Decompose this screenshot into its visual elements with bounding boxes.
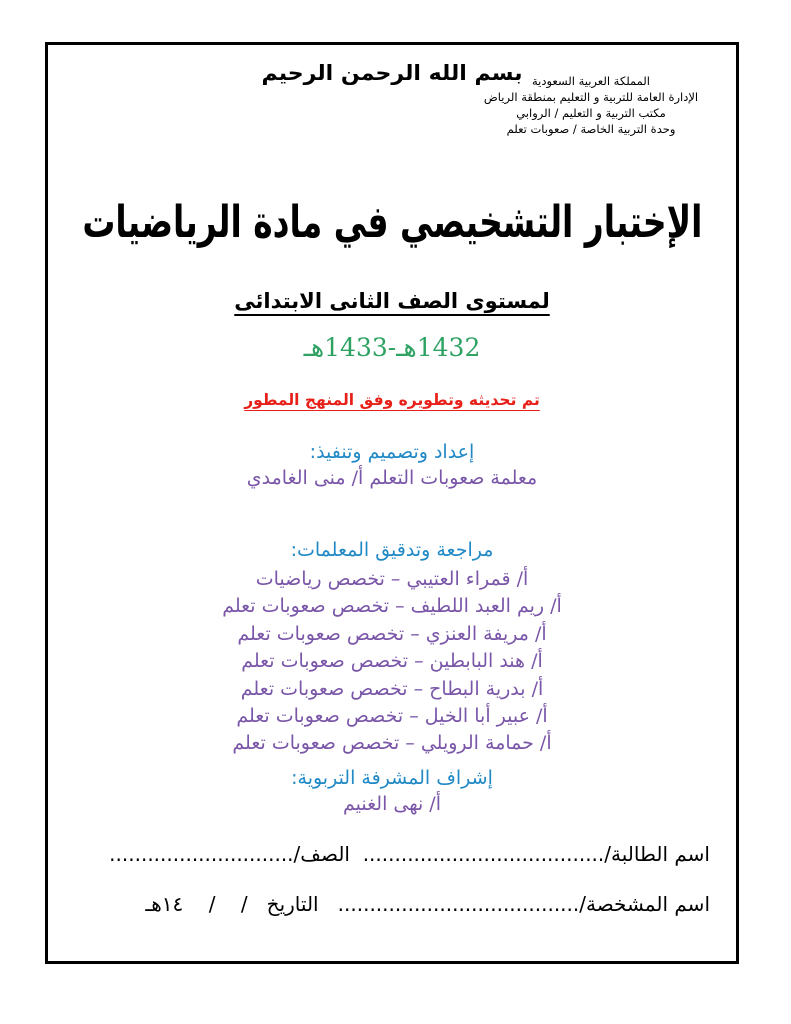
reviewer-name: أ/ حمامة الرويلي – تخصص صعوبات تعلم bbox=[232, 732, 552, 755]
ministry-line-country: المملكة العربية السعودية bbox=[532, 74, 650, 88]
supervision-heading: إشراف المشرفة التربوية: bbox=[291, 767, 493, 789]
curriculum-update-note: تم تحديثه وتطويره وفق المنهج المطور bbox=[244, 391, 540, 409]
reviewers-heading: مراجعة وتدقيق المعلمات: bbox=[290, 539, 494, 561]
hijri-years: 1432هـ-1433هـ bbox=[303, 333, 481, 362]
supervisor-name: أ/ نهى الغنيم bbox=[343, 793, 441, 815]
reviewer-name: أ/ هند البابطين – تخصص صعوبات تعلم bbox=[241, 650, 543, 673]
page-border bbox=[45, 42, 739, 964]
reviewers-list bbox=[48, 566, 736, 758]
ministry-line-office: مكتب التربية و التعليم / الروابي bbox=[516, 106, 666, 120]
reviewer-name: أ/ مريفة العنزي – تخصص صعوبات تعلم bbox=[237, 622, 547, 645]
ministry-header bbox=[452, 73, 730, 137]
reviewer-name: أ/ ريم العبد اللطيف – تخصص صعوبات تعلم bbox=[222, 595, 562, 618]
ministry-line-administration: الإدارة العامة للتربية و التعليم بمنطقة الرياض bbox=[483, 90, 699, 104]
document-title: الإختبار التشخيصي في مادة الرياضيات bbox=[81, 196, 702, 248]
title-block bbox=[48, 163, 736, 281]
student-name-fill-line: اسم الطالبة/...................................... الصف/............................. bbox=[109, 842, 710, 866]
basmala-calligraphy: بسم الله الرحمن الرحيم bbox=[261, 61, 523, 85]
prepared-by-heading: إعداد وتصميم وتنفيذ: bbox=[309, 441, 475, 463]
reviewer-name: أ/ بدرية البطاح – تخصص صعوبات تعلم bbox=[240, 677, 544, 700]
ministry-line-unit: وحدة التربية الخاصة / صعوبات تعلم bbox=[506, 122, 676, 136]
grade-level-subtitle: لمستوى الصف الثانى الابتدائى bbox=[234, 289, 550, 313]
reviewer-name: أ/ عبير أبا الخيل – تخصص صعوبات تعلم bbox=[236, 705, 548, 728]
examiner-name-date-fill-line: اسم المشخصة/...................................... التاريخ / / ١٤هـ bbox=[145, 892, 710, 916]
prepared-by-name: معلمة صعوبات التعلم أ/ منى الغامدي bbox=[246, 467, 538, 489]
reviewer-name: أ/ قمراء العتيبي – تخصص رياضيات bbox=[255, 568, 529, 590]
